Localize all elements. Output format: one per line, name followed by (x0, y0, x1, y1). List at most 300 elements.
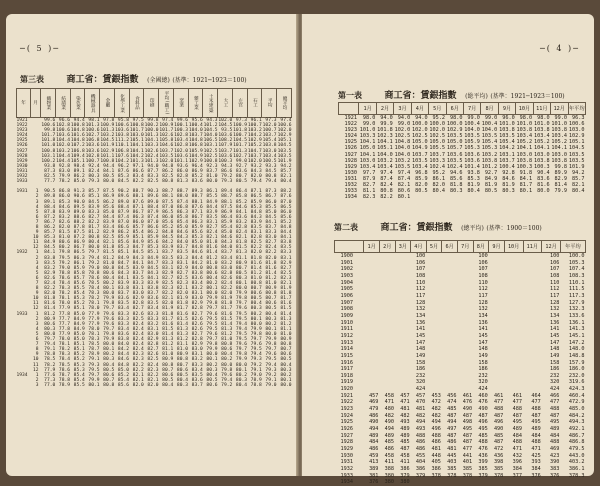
table-cell: 79.6 (265, 352, 277, 358)
table-cell: 82.1 (235, 235, 247, 241)
table-cell: 487 (512, 412, 523, 419)
table-cell: 81.2 (44, 311, 56, 317)
row-year: 1928 (340, 439, 353, 446)
table-cell: 80.0 (44, 331, 56, 337)
table-cell: 482 (415, 412, 426, 419)
table-cell: 80.0 (103, 179, 115, 185)
table-cell: 494 (415, 419, 426, 426)
table-cell: 100.0 (144, 128, 159, 134)
table-cell: 83.9 (147, 281, 159, 286)
table-cell: 102.0 (277, 128, 292, 134)
table-cell: 485 (478, 432, 488, 439)
table-cell: 85.4 (73, 291, 85, 297)
row-month: 12 (32, 245, 39, 251)
table-cell: 320 (415, 379, 426, 386)
table-cell: 83.5 (132, 275, 144, 281)
table-row (335, 479, 586, 486)
table-row (335, 386, 586, 393)
table-cell (379, 386, 395, 393)
table-cell: 495 (531, 419, 541, 426)
table-cell: 93.2 (250, 163, 262, 169)
table-cell: 107.6 (115, 153, 129, 159)
table-cell: 83.4 (117, 306, 129, 312)
row-year: 1913 (340, 339, 353, 346)
table-cell (379, 379, 395, 386)
table-cell: 380 (384, 472, 395, 479)
table-cell: 79.7 (235, 347, 247, 353)
table-cell: 80.2 (58, 245, 70, 251)
table-cell (364, 300, 380, 307)
table-cell: 85.4 (73, 372, 85, 378)
table-cell: 86.2 (73, 174, 85, 180)
table-cell: 81.3 (176, 331, 188, 337)
table-cell: 405 (431, 459, 441, 466)
table-cell: 83.9 (103, 219, 115, 225)
table-cell: 489 (400, 432, 410, 439)
table-cell: 101.0 (359, 127, 376, 134)
table-cell: 104.2 (247, 133, 262, 139)
table-cell (379, 273, 395, 280)
table-row (335, 366, 586, 373)
table-cell (489, 266, 505, 273)
table-cell: 104.8 (70, 128, 85, 134)
table-cell: 134 (478, 312, 488, 319)
table-cell: 103.1 (41, 153, 56, 159)
table-cell: 104.0 (188, 128, 203, 134)
table-cell (489, 326, 505, 333)
table-cell: 82.1 (280, 281, 292, 286)
table-cell: 488 (431, 432, 441, 439)
table-cell: 396 (512, 459, 523, 466)
table-cell: 79.7 (103, 306, 115, 312)
row-year: 1931 (344, 175, 357, 182)
table-cell: 77.9 (44, 367, 56, 373)
table-cell: 105.3 (464, 145, 480, 152)
table-row (339, 194, 586, 200)
table-cell: 103.6 (115, 128, 129, 134)
table-cell: 102.9 (277, 133, 292, 139)
table-cell: 80.7 (250, 286, 262, 292)
table-cell: 87.6 (132, 199, 144, 205)
table-cell: 479.5 (568, 446, 585, 453)
table-cell: 85.4 (132, 230, 144, 236)
row-month: 4 (35, 265, 39, 271)
table-cell: 80.2 (103, 281, 115, 286)
table-cell: 105.2 (551, 139, 567, 146)
table-cell: 82.0 (147, 382, 159, 388)
table-cell: 100.8 (203, 158, 218, 164)
table-cell: 101.0 (551, 121, 567, 128)
table-cell: 82.9 (162, 270, 174, 276)
table-cell: 79.9 (235, 357, 247, 363)
table-cell: 385 (462, 466, 473, 472)
table-cell: 83.0 (132, 291, 144, 297)
table-cell: 83.9 (206, 209, 218, 215)
table-cell: 85.9 (117, 235, 129, 241)
table-cell: 101.0 (516, 121, 533, 128)
table-cell: 83.5 (117, 301, 129, 307)
table-cell: 385 (478, 466, 488, 472)
table-cell: 103.2 (247, 128, 262, 134)
col-header: 12月 (542, 241, 561, 253)
table-cell (489, 379, 505, 386)
col-header-year (335, 241, 364, 253)
table-cell: 81.0 (206, 174, 218, 180)
table-cell: 485.0 (568, 406, 585, 413)
table-cell: 94.0 (147, 163, 159, 169)
row-month: 3 (35, 321, 39, 327)
table-cell: 103.8 (516, 157, 533, 164)
table-cell (533, 194, 550, 200)
row-year: 1901 (340, 259, 353, 266)
table-cell: 79.4 (88, 255, 100, 261)
row-year: 1924 (16, 133, 28, 139)
table-cell: 78.5 (88, 342, 100, 348)
table-cell: 81.5 (176, 316, 188, 322)
table-cell: 488 (531, 439, 541, 446)
table-cell: 82.2 (44, 286, 56, 292)
table-cell (379, 293, 395, 300)
table-cell: 103.5 (412, 157, 428, 164)
table-cell: 87.1 (250, 189, 262, 195)
table-cell: 104.0 (394, 151, 411, 158)
table-cell: 94.8 (162, 163, 174, 169)
row-year: 1933 (340, 472, 353, 479)
table-cell: 103.7 (499, 157, 515, 164)
table-cell (457, 373, 473, 380)
table-cell: 82.4 (206, 230, 218, 236)
table-cell: 379 (415, 472, 426, 479)
table-cell: 86.7 (191, 214, 203, 220)
table-cell: 84.8 (280, 224, 292, 230)
table-cell: 81.3 (162, 337, 174, 343)
table-cell: 79.4 (265, 362, 277, 368)
table-cell (442, 479, 458, 486)
table-cell: 103.5 (446, 157, 463, 164)
table-cell: 92.7 (235, 163, 247, 169)
table-cell: 79.9 (206, 347, 218, 353)
table-cell: 101.7 (159, 128, 174, 134)
table-cell: 82.7 (176, 270, 188, 276)
table-cell: 78.9 (58, 382, 70, 388)
table-row (335, 360, 586, 367)
table-cell (489, 306, 505, 313)
table-cell: 81.8 (103, 245, 115, 251)
table-cell: 79.6 (206, 311, 218, 317)
table-cell: 105.9 (464, 139, 480, 146)
table-cell: 104.0 (464, 127, 480, 134)
table-cell: 103.0 (533, 151, 550, 158)
table-cell: 485 (400, 439, 410, 446)
table3-label: 第三表 (20, 74, 44, 84)
table-cell: 99.8 (44, 128, 56, 134)
table-cell: 99.8 (147, 118, 159, 123)
table-cell: 83.2 (58, 214, 70, 220)
table3-base: (基準：1921─1923＝100) (172, 77, 247, 84)
table-cell (489, 300, 505, 307)
table-cell: 83.0 (191, 347, 203, 353)
row-year: 1922 (16, 123, 28, 129)
row-year: 1930 (340, 452, 353, 459)
table-cell: 83.9 (117, 281, 129, 286)
table-cell: 88.2 (73, 219, 85, 225)
table-cell (523, 273, 542, 280)
table-cell: 376 (550, 472, 560, 479)
table-cell: 456 (447, 392, 457, 399)
col-header: 7月 (463, 103, 480, 115)
table-cell: 82.5 (250, 240, 262, 246)
table-cell: 97.3 (235, 118, 247, 123)
table-cell: 487 (462, 412, 473, 419)
table-cell: 104.1 (359, 139, 376, 146)
table-cell: 88.4 (117, 204, 129, 210)
table-cell: 102.5 (412, 133, 428, 140)
table-cell: 104.1 (533, 145, 550, 152)
table-cell: 81.3 (176, 179, 188, 185)
col-header: 金屬 (100, 89, 115, 118)
table-cell (489, 280, 505, 287)
table-cell: 79.7 (103, 326, 115, 332)
table-cell: 86.0 (132, 219, 144, 225)
table-row (335, 373, 586, 380)
table-row (335, 439, 586, 446)
table-cell: 79.0 (88, 265, 100, 271)
table-cell: 90.5 (44, 189, 56, 195)
table-cell: 85.0 (265, 209, 277, 215)
table-row (335, 413, 586, 420)
table-cell: 82.3 (162, 286, 174, 292)
col-header: 9月 (498, 103, 515, 115)
table-cell: 81.5 (280, 306, 292, 312)
table-cell: 80.6 (103, 372, 115, 378)
table-cell: 80.5 (265, 306, 277, 312)
table-cell: 82.0 (221, 291, 233, 297)
row-month: 5 (35, 270, 39, 276)
table-cell: 484 (550, 432, 560, 439)
table-cell: 101.8 (41, 138, 56, 144)
table-cell: 80.7 (235, 265, 247, 271)
table-cell: 80.4 (467, 188, 480, 195)
table-cell: 104.9 (412, 145, 428, 152)
table-cell: 103.5 (464, 133, 480, 140)
table-cell: 87.4 (176, 199, 188, 205)
table-cell: 81.8 (250, 255, 262, 261)
table-cell: 83.8 (191, 270, 203, 276)
table-cell: 101.9 (568, 163, 585, 170)
table-cell: 82.1 (103, 240, 115, 246)
row-year: 1915 (340, 352, 353, 359)
table-cell: 471 (512, 446, 523, 453)
table-cell: 100.5 (262, 158, 277, 164)
table-cell: 470 (415, 399, 426, 406)
table-cell: 87.4 (397, 175, 411, 182)
table-cell: 81.2 (280, 321, 292, 327)
table-cell: 102.4 (429, 163, 446, 170)
table-cell: 82.2 (132, 362, 144, 368)
table-cell: 79.8 (221, 367, 233, 373)
table-cell (457, 386, 473, 393)
table-row (17, 149, 292, 154)
table-cell (457, 326, 473, 333)
table-cell (395, 260, 411, 267)
table-cell: 495 (462, 426, 473, 433)
table-cell: 78.9 (250, 377, 262, 383)
table-cell: 158 (415, 359, 426, 366)
table-cell (523, 286, 542, 293)
table-cell: 403.2 (568, 459, 585, 466)
table-cell: 80.0 (103, 291, 115, 297)
table-cell: 85.0 (73, 179, 85, 185)
table-cell: 81.2 (103, 255, 115, 261)
table-cell (442, 260, 458, 267)
table-cell (364, 333, 380, 340)
table-cell: 78.5 (58, 362, 70, 368)
table-cell: 481 (447, 446, 457, 453)
table-cell: 488 (550, 439, 560, 446)
table-cell: 84.9 (206, 199, 218, 205)
table-cell: 101.4 (464, 163, 480, 170)
table-cell: 80.7 (103, 377, 115, 383)
table-cell: 92.7 (484, 169, 498, 176)
table-cell: 85.0 (176, 224, 188, 230)
table-cell: 94.3 (221, 163, 233, 169)
table-cell: 83.6 (191, 179, 203, 185)
table-cell: 80.4 (250, 301, 262, 307)
table-cell: 83.3 (117, 321, 129, 327)
table-cell (379, 260, 395, 267)
table-cell: 86.6 (117, 224, 129, 230)
table-cell: 77.0 (44, 382, 56, 388)
table-cell: 94.2 (280, 163, 292, 169)
table-cell: 103.4 (516, 133, 533, 140)
table-cell: 78.3 (88, 291, 100, 297)
table-cell: 84.5 (44, 245, 56, 251)
table-cell (379, 340, 395, 347)
table-cell: 101.3 (233, 148, 247, 154)
table-cell: 84.9 (73, 326, 85, 332)
table-cell: 486 (415, 439, 426, 446)
table-cell: 84.9 (484, 175, 498, 182)
table-cell: 87.6 (280, 194, 292, 200)
table-cell: 104.5 (218, 123, 233, 129)
table-cell: 84.8 (162, 230, 174, 236)
table-cell: 485 (384, 439, 395, 446)
table-cell: 83.3 (147, 311, 159, 317)
table-cell: 80.2 (250, 311, 262, 317)
table-cell: 80.2 (265, 321, 277, 327)
table-cell: 83.3 (162, 260, 174, 266)
table-cell: 85.7 (280, 168, 292, 174)
row-year: 1903 (340, 272, 353, 279)
table-cell: 100.7 (262, 128, 277, 134)
table-cell: 89.9 (554, 169, 567, 176)
table-cell (442, 273, 458, 280)
row-month: 3 (35, 382, 39, 388)
table-cell: 97.7 (362, 169, 376, 176)
table-cell: 80.1 (235, 281, 247, 286)
table-cell: 81.7 (221, 306, 233, 312)
table-cell: 82.5 (132, 316, 144, 322)
table-cell: 79.2 (250, 362, 262, 368)
table-cell: 85.3 (73, 367, 85, 373)
table-cell: 100.4 (481, 121, 498, 128)
table-cell: 80.9 (176, 352, 188, 358)
table-cell: 85.2 (117, 372, 129, 378)
table-cell: 102.9 (247, 138, 262, 144)
row-year: 1927 (344, 151, 357, 158)
table-cell: 84.0 (117, 342, 129, 348)
table-cell: 381 (369, 472, 379, 479)
table-cell: 486 (369, 446, 379, 453)
table-cell: 85.2 (73, 301, 85, 307)
table-cell: 141 (415, 326, 426, 333)
table-cell: 79.4 (235, 321, 247, 327)
table-cell (426, 346, 442, 353)
table-cell: 486.8 (568, 439, 585, 446)
table-cell: 79.1 (250, 367, 262, 373)
table-cell: 86.2 (162, 168, 174, 174)
table-cell: 88.2 (280, 189, 292, 195)
table-row (339, 115, 586, 122)
table-cell: 86.3 (132, 214, 144, 220)
table-cell: 482 (431, 406, 441, 413)
table-cell (489, 360, 505, 367)
table-cell: 81.0 (58, 235, 70, 241)
row-month: 9 (35, 230, 39, 236)
table-cell: 99.0 (484, 115, 498, 121)
table-cell: 100.6 (277, 123, 292, 129)
table-cell (395, 313, 411, 320)
table-cell: 128 (415, 299, 426, 306)
table-cell: 460 (478, 392, 488, 399)
table-cell (542, 479, 561, 486)
table-cell: 86.5 (280, 204, 292, 210)
table-cell: 128 (550, 299, 560, 306)
table-cell: 83.9 (250, 219, 262, 225)
col-header: 8月 (473, 241, 489, 253)
table-cell (395, 333, 411, 340)
table-cell: 105.5 (429, 145, 446, 152)
table-cell: 104.5 (277, 143, 292, 149)
table-cell: 82.0 (250, 250, 262, 256)
row-month: 11 (32, 301, 39, 307)
table-cell: 485 (493, 432, 504, 439)
table-cell: 80.8 (103, 382, 115, 388)
table-cell: 79.9 (206, 296, 218, 302)
table-cell: 488 (415, 432, 426, 439)
table-cell: 79.5 (235, 331, 247, 337)
row-month: 7 (35, 281, 39, 286)
table-cell (523, 353, 542, 360)
table-cell: 488 (493, 406, 504, 413)
table-cell: 89.1 (73, 168, 85, 174)
table-cell: 82.2 (221, 286, 233, 292)
table-cell (551, 194, 568, 200)
col-header-month: 月 (31, 89, 41, 118)
table-cell: 83.3 (280, 250, 292, 256)
table-cell: 103.5 (481, 133, 498, 140)
table-row (335, 473, 586, 480)
table-cell (504, 379, 523, 386)
table-cell: 78.4 (88, 286, 100, 292)
table-cell: 80.7 (280, 347, 292, 353)
row-month: 9 (35, 291, 39, 297)
table-cell (489, 313, 505, 320)
row-year: 1918 (340, 372, 353, 379)
table-cell: 100.3 (516, 163, 533, 170)
table-cell: 83.5 (147, 301, 159, 307)
table-cell (489, 260, 505, 267)
